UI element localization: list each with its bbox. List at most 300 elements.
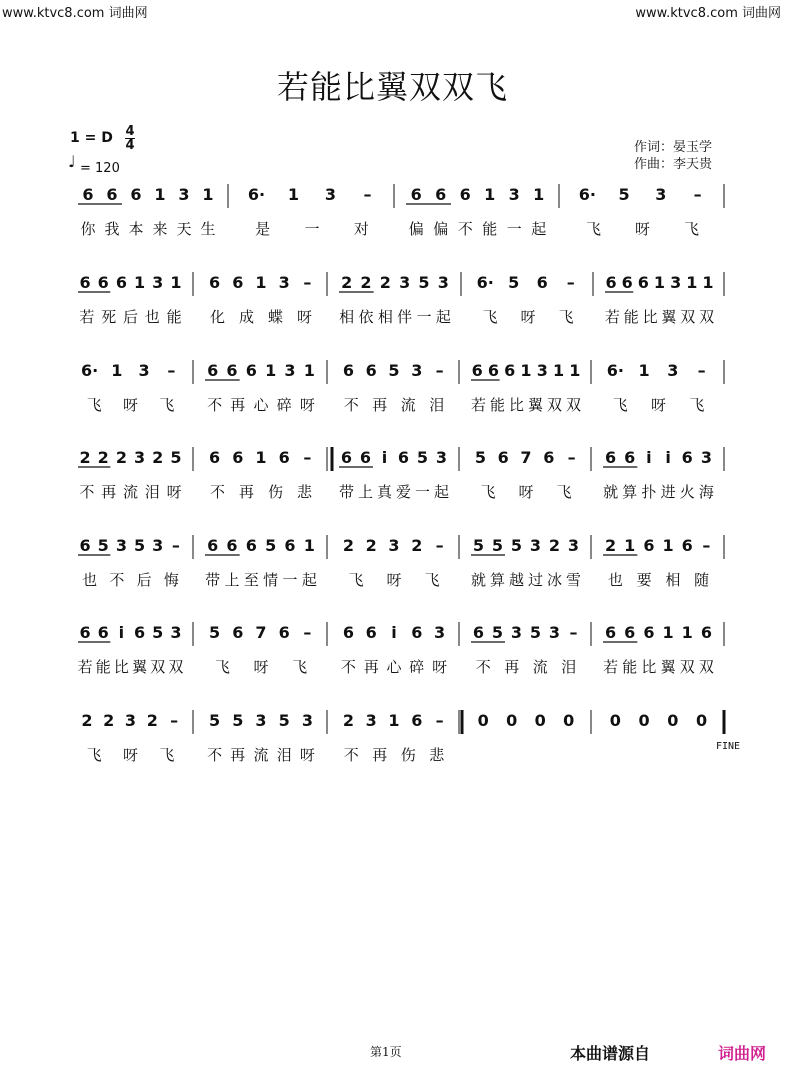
lyric: 就 [603, 483, 619, 501]
lyric: 呀 [386, 571, 402, 589]
lyric: 火 [679, 483, 695, 501]
lyric: 呀 [299, 396, 315, 414]
note: 0 [534, 711, 546, 730]
dash-extension: – [566, 273, 575, 292]
note: 1 [662, 623, 674, 642]
note: 3 [152, 536, 164, 555]
dash-extension: – [303, 623, 312, 642]
lyric: 能 [95, 658, 111, 676]
lyric: 不 [340, 658, 356, 676]
lyric: 呀 [122, 396, 139, 414]
lyric: 不 [457, 220, 473, 238]
lyric: 心 [253, 396, 269, 414]
note: 6 [605, 623, 617, 642]
note: 3 [255, 711, 267, 730]
lyric: 起 [301, 571, 317, 589]
lyric: 流 [532, 658, 548, 676]
note: 1 [265, 361, 277, 380]
lyric: 再 [238, 483, 255, 501]
note: 3 [437, 273, 449, 292]
note: 6 [681, 448, 693, 467]
note: 5 [97, 536, 109, 555]
note: 6 [278, 623, 290, 642]
note: 2 [103, 711, 115, 730]
note: 3 [170, 623, 182, 642]
dash-extension: – [170, 711, 179, 730]
note: 5 [170, 448, 182, 467]
note: 6· [578, 185, 596, 204]
lyric: 双 [698, 658, 714, 676]
lyric: 再 [230, 746, 246, 764]
lyric: 情 [263, 571, 279, 589]
lyric: 要 [636, 571, 652, 589]
lyric: 不 [207, 746, 223, 764]
lyric: 伤 [267, 483, 284, 501]
note: 0 [696, 711, 708, 730]
lyric: 呀 [520, 308, 536, 326]
lyric: 本 [128, 220, 144, 238]
note: 1 [303, 361, 315, 380]
note: 3 [548, 623, 561, 642]
note: 1 [662, 536, 674, 555]
lyric: 不 [343, 746, 359, 764]
lyric: 呀 [518, 483, 534, 501]
note: 6· [606, 361, 624, 380]
lyric: 呀 [122, 746, 139, 764]
note: 3 [434, 623, 446, 642]
note: 1 [388, 711, 400, 730]
lyric: 飞 [214, 658, 230, 676]
note: 5 [418, 273, 430, 292]
note: 6 [79, 623, 91, 642]
lyric: 能 [489, 396, 506, 414]
note: 6 [497, 448, 509, 467]
lyric: 飞 [556, 483, 572, 501]
lyric: 相 [339, 308, 355, 326]
lyric: 双 [680, 308, 696, 326]
lyric: 进 [660, 483, 676, 501]
lyric: 泪 [561, 658, 577, 676]
lyric: 若 [79, 308, 95, 326]
note: 5 [510, 536, 523, 555]
note: 3 [278, 273, 290, 292]
note: 2 [81, 711, 93, 730]
lyric: 我 [104, 220, 120, 238]
note: 6 [605, 448, 617, 467]
note: 5 [209, 623, 221, 642]
lyric: 一 [416, 308, 432, 326]
note: i [391, 623, 397, 642]
tempo-marking: = 120 [80, 161, 120, 176]
note: 5 [529, 623, 542, 642]
lyric: 不 [475, 658, 491, 676]
dash-extension: – [171, 536, 180, 555]
note: 6 [79, 273, 91, 292]
note: 6 [134, 623, 146, 642]
lyric: 双 [679, 658, 695, 676]
lyric: 也 [607, 571, 623, 589]
note: 3 [138, 361, 150, 380]
note: 6 [245, 536, 257, 555]
lyric: 双 [699, 308, 715, 326]
lyric: 飞 [558, 308, 574, 326]
note: 1 [255, 273, 267, 292]
lyric: 天 [176, 220, 192, 238]
dash-extension: – [693, 185, 702, 204]
dash-extension: – [697, 361, 706, 380]
key-signature: 1 = D [70, 130, 113, 146]
note: 6 [209, 273, 221, 292]
lyric: 飞 [689, 396, 705, 414]
note: 0 [506, 711, 518, 730]
lyric: 起 [433, 483, 450, 501]
lyric: 若 [470, 396, 487, 414]
dash-extension: – [303, 273, 312, 292]
note: 1 [484, 185, 496, 204]
note: 3 [324, 185, 337, 204]
note: 3 [529, 536, 542, 555]
lyric: 对 [353, 220, 369, 238]
lyric: 呀 [166, 483, 182, 501]
song-title: 若能比翼双双飞 [276, 68, 508, 106]
note: 7 [520, 448, 532, 467]
lyric: 偏 [408, 220, 424, 238]
dash-extension: – [435, 536, 444, 555]
note: 6 [411, 711, 423, 730]
lyric: 伴 [397, 308, 413, 326]
note: 5 [491, 623, 504, 642]
lyric: 雪 [565, 571, 582, 589]
lyric: 飞 [482, 308, 498, 326]
note: 6 [397, 448, 410, 467]
lyric: 飞 [159, 396, 175, 414]
lyric: 就 [470, 571, 487, 589]
note: 3 [388, 536, 400, 555]
lyric: 碎 [409, 658, 425, 676]
lyric: 翼 [660, 658, 676, 676]
lyric: 飞 [292, 658, 308, 676]
lyric: 飞 [86, 746, 102, 764]
note: 6 [624, 623, 636, 642]
lyric: 后 [122, 308, 139, 326]
lyric: 上 [357, 483, 374, 501]
lyric: 生 [200, 220, 216, 238]
lyric: 翼 [661, 308, 677, 326]
lyric: 能 [482, 220, 498, 238]
note: 2 [97, 448, 109, 467]
lyric: 相 [377, 308, 393, 326]
lyric: 飞 [348, 571, 364, 589]
note: 0 [609, 711, 621, 730]
lyric: 飞 [424, 571, 440, 589]
note: 5 [474, 448, 486, 467]
note: 3 [365, 711, 377, 730]
lyric: 双 [546, 396, 563, 414]
lyric: 不 [207, 396, 223, 414]
note: 3 [134, 448, 146, 467]
note: 1 [520, 361, 532, 380]
lyric: 你 [80, 220, 96, 238]
note: 6 [226, 361, 238, 380]
note: 3 [435, 448, 448, 467]
lyric: 也 [144, 308, 160, 326]
note: 6 [226, 536, 238, 555]
note: 6 [643, 623, 655, 642]
note: 0 [667, 711, 679, 730]
note: 1 [202, 185, 214, 204]
lyric: 带 [338, 483, 355, 501]
lyric: 蝶 [267, 308, 284, 326]
note: 3 [411, 361, 423, 380]
note: 3 [124, 711, 137, 730]
lyric: 不 [343, 396, 359, 414]
lyric: 飞 [86, 396, 102, 414]
note: 6 [209, 448, 221, 467]
note: 5 [472, 536, 485, 555]
lyric: 呀 [296, 308, 313, 326]
lyric: 再 [363, 658, 379, 676]
lyric: 飞 [159, 746, 175, 764]
note: i [646, 448, 652, 467]
note: 7 [255, 623, 267, 642]
lyric: 不 [79, 483, 95, 501]
lyric: 翼 [527, 396, 544, 414]
lyric: 来 [152, 220, 168, 238]
note: 6 [643, 536, 655, 555]
note: 6· [247, 185, 266, 204]
note: 1 [111, 361, 123, 380]
lyric: 死 [101, 308, 117, 326]
lyric: 飞 [480, 483, 496, 501]
note: 6 [115, 273, 127, 292]
note: 1 [533, 185, 545, 204]
dash-extension: – [363, 185, 372, 204]
note: 6 [97, 273, 109, 292]
note: 0 [638, 711, 650, 730]
note: 6 [340, 448, 353, 467]
note: 2 [115, 448, 127, 467]
note: 2 [342, 536, 354, 555]
lyric: 比 [113, 658, 129, 676]
note: 6 [504, 361, 516, 380]
note: 6 [459, 185, 471, 204]
time-signature-bottom: 4 [125, 138, 135, 153]
note: 6 [342, 623, 354, 642]
lyric: 至 [243, 571, 259, 589]
note: 3 [508, 185, 520, 204]
fine-mark: FINE [716, 741, 741, 752]
lyric: 成 [238, 308, 255, 326]
note: i [118, 623, 125, 642]
lyric: 是 [255, 220, 271, 238]
lyric: 一 [304, 220, 320, 238]
note: 3 [567, 536, 580, 555]
lyric: 再 [372, 396, 388, 414]
lyric: 相 [665, 571, 681, 589]
note: 3 [115, 536, 127, 555]
lyric: 不 [109, 571, 125, 589]
note: 2 [342, 711, 354, 730]
dash-extension: – [567, 448, 576, 467]
note: 6 [278, 448, 290, 467]
lyric: 上 [224, 571, 240, 589]
note: 6 [536, 273, 548, 292]
note: 6 [207, 536, 219, 555]
note: 3 [670, 273, 682, 292]
lyric: 双 [150, 658, 166, 676]
note: 1 [686, 273, 698, 292]
dash-extension: – [435, 361, 444, 380]
lyric: 心 [386, 658, 402, 676]
note: 6 [232, 273, 244, 292]
header-site-right[interactable]: www.ktvc8.com 词曲网 [635, 6, 781, 21]
note: 5 [152, 623, 164, 642]
note: 6 [700, 623, 712, 642]
note: 5 [508, 273, 520, 292]
dash-extension: – [435, 711, 444, 730]
footer-source-label: 本曲谱源自 [570, 1044, 651, 1063]
note: 6 [82, 185, 94, 204]
lyric: 呀 [634, 220, 651, 238]
lyric: 碎 [276, 396, 292, 414]
lyric: 飞 [683, 220, 700, 238]
lyricist-credit: 作词：晏玉学 [634, 140, 713, 155]
lyric: 若 [604, 308, 620, 326]
lyric: 后 [136, 571, 152, 589]
note: 0 [477, 711, 489, 730]
note: 1 [154, 185, 166, 204]
lyric: 算 [489, 571, 506, 589]
note: 5 [265, 536, 277, 555]
lyric: 扑 [641, 483, 657, 501]
note: 6 [472, 623, 485, 642]
lyric: 随 [694, 571, 710, 589]
lyric: 带 [205, 571, 221, 589]
note: 5 [209, 711, 221, 730]
lyric: 呀 [650, 396, 667, 414]
lyric: 不 [209, 483, 226, 501]
note: 1 [638, 361, 650, 380]
page-number: 第1页 [370, 1045, 402, 1059]
lyric: 再 [504, 658, 520, 676]
note: 1 [303, 536, 315, 555]
note: 3 [536, 361, 548, 380]
footer-site-link[interactable]: 词曲网 [718, 1044, 767, 1063]
lyric: 泪 [429, 396, 445, 414]
lyric: 翼 [132, 658, 148, 676]
lyric: 悔 [163, 571, 179, 589]
lyric: 飞 [585, 220, 602, 238]
note: 6 [624, 448, 636, 467]
note: 2 [365, 536, 377, 555]
note: 2 [548, 536, 561, 555]
lyric: 能 [166, 308, 182, 326]
note: 0 [563, 711, 575, 730]
lyric: 冰 [546, 571, 563, 589]
lyric: 依 [358, 308, 374, 326]
note: 6 [435, 185, 447, 204]
lyric: 飞 [612, 396, 628, 414]
lyric: 比 [641, 658, 657, 676]
note: 6 [365, 623, 377, 642]
note: 6 [681, 536, 693, 555]
note: 2 [146, 711, 158, 730]
lyric: 海 [698, 483, 714, 501]
note: 2 [152, 448, 164, 467]
lyric: 再 [101, 483, 117, 501]
lyric: 若 [603, 658, 619, 676]
lyric: 若 [77, 658, 93, 676]
note: 6 [637, 273, 649, 292]
lyric: 起 [531, 220, 547, 238]
note: 6 [232, 448, 244, 467]
note: 5 [232, 711, 244, 730]
lyric: 流 [253, 746, 269, 764]
note: 1 [569, 361, 581, 380]
note: 1 [170, 273, 182, 292]
note: 3 [284, 361, 296, 380]
note: i [665, 448, 671, 467]
note: 6 [284, 536, 296, 555]
lyric: 泪 [276, 746, 292, 764]
lyric: 比 [642, 308, 658, 326]
note: 6 [621, 273, 633, 292]
lyric: 偏 [433, 220, 449, 238]
composer-credit: 作曲：李天贵 [634, 157, 713, 172]
note: 6· [81, 361, 99, 380]
note: 6 [130, 185, 142, 204]
lyric: 双 [565, 396, 582, 414]
note: 1 [624, 536, 636, 555]
note: 5 [388, 361, 400, 380]
note: 3 [301, 711, 313, 730]
note: i [381, 448, 388, 467]
note: 6· [476, 273, 494, 292]
note: 6 [487, 361, 499, 380]
lyric: 算 [622, 483, 638, 501]
lyric: 一 [506, 220, 522, 238]
lyric: 比 [508, 396, 525, 414]
note: 6 [79, 536, 91, 555]
note: 3 [655, 185, 667, 204]
lyric: 伤 [400, 746, 416, 764]
note: 6 [365, 361, 377, 380]
lyric: 呀 [253, 658, 269, 676]
header-site-left[interactable]: www.ktvc8.com 词曲网 [2, 6, 148, 21]
note: 6 [359, 448, 372, 467]
lyric: 悲 [296, 483, 313, 501]
note: 2 [605, 536, 617, 555]
note: 2 [379, 273, 391, 292]
note: 3 [178, 185, 190, 204]
note: 5 [278, 711, 290, 730]
note: 2 [79, 448, 91, 467]
note: 1 [702, 273, 714, 292]
lyric: 越 [508, 571, 525, 589]
note: 6 [232, 623, 244, 642]
note: 6 [97, 623, 109, 642]
note: 3 [510, 623, 523, 642]
note: 6 [410, 185, 422, 204]
note: 2 [360, 273, 372, 292]
lyric: 泪 [144, 483, 160, 501]
lyric: 起 [435, 308, 451, 326]
note: 6 [207, 361, 219, 380]
note: 1 [134, 273, 146, 292]
lyric: 呀 [299, 746, 315, 764]
note: 5 [134, 536, 146, 555]
note: 6 [605, 273, 617, 292]
